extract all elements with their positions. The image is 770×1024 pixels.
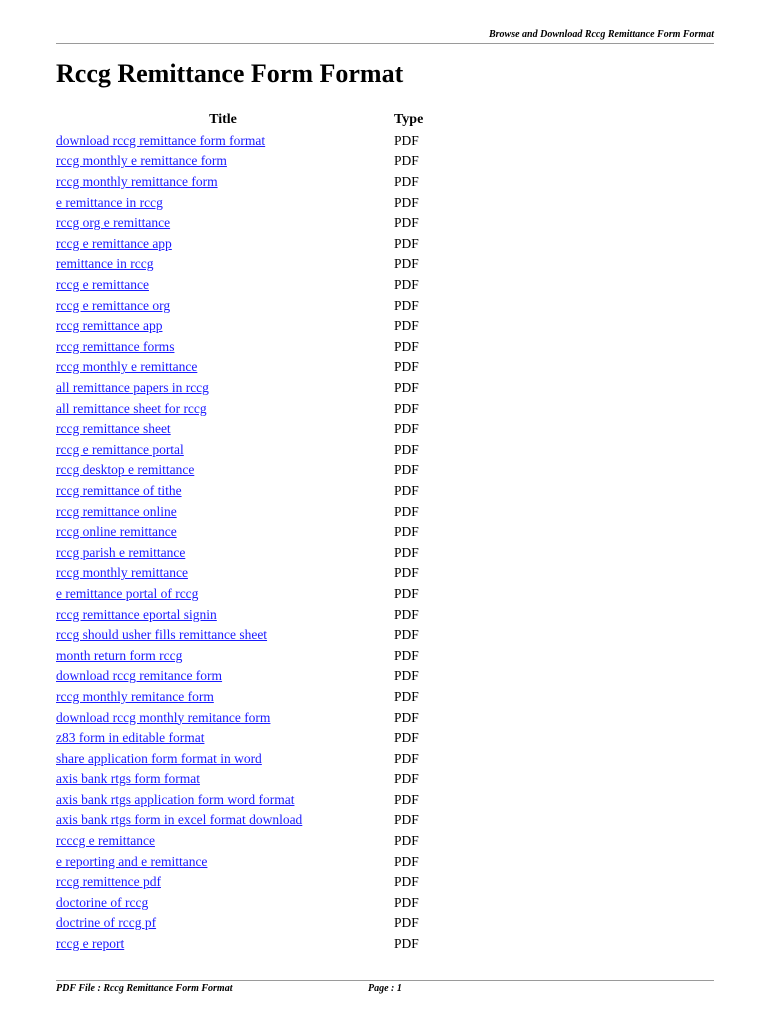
- table-row: [56, 872, 454, 893]
- title-cell: [56, 234, 394, 255]
- type-cell: PDF: [394, 400, 419, 416]
- title-cell: [56, 831, 394, 852]
- type-cell: PDF: [394, 936, 419, 952]
- result-link[interactable]: rccg remittence pdf: [56, 874, 161, 890]
- result-link[interactable]: rccg org e remittance: [56, 215, 171, 231]
- result-link[interactable]: rccg monthly remitance form: [56, 688, 214, 704]
- result-link[interactable]: doctrine of rccg pf: [56, 915, 157, 931]
- title-cell: [56, 666, 394, 687]
- result-link[interactable]: e remittance in rccg: [56, 194, 163, 210]
- title-cell: [56, 316, 394, 337]
- title-cell: [56, 584, 394, 605]
- title-cell: [56, 542, 394, 563]
- type-cell: PDF: [394, 585, 419, 601]
- type-cell: PDF: [394, 915, 419, 931]
- title-cell: [56, 460, 394, 481]
- table-row: [56, 501, 454, 522]
- type-cell: PDF: [394, 853, 419, 869]
- type-cell: PDF: [394, 606, 419, 622]
- column-header-title: Title: [209, 112, 237, 128]
- type-cell: PDF: [394, 627, 419, 643]
- type-cell: PDF: [394, 318, 419, 334]
- table-row: [56, 337, 454, 358]
- results-table: [56, 110, 454, 954]
- type-cell: PDF: [394, 277, 419, 293]
- title-cell: [56, 501, 394, 522]
- table-row: [56, 440, 454, 461]
- title-cell: [56, 604, 394, 625]
- result-link[interactable]: rccg monthly e remittance: [56, 359, 198, 375]
- title-cell: [56, 131, 394, 152]
- type-cell: PDF: [394, 482, 419, 498]
- table-row: [56, 790, 454, 811]
- type-cell: PDF: [394, 812, 419, 828]
- result-link[interactable]: download rccg monthly remitance form: [56, 709, 271, 725]
- table-row: [56, 192, 454, 213]
- result-link[interactable]: all remittance sheet for rccg: [56, 400, 207, 416]
- result-link[interactable]: all remittance papers in rccg: [56, 380, 209, 396]
- type-cell: PDF: [394, 194, 419, 210]
- title-cell: [56, 790, 394, 811]
- type-cell: PDF: [394, 359, 419, 375]
- table-row: [56, 563, 454, 584]
- title-cell: [56, 337, 394, 358]
- footer-divider: [56, 980, 714, 981]
- title-cell: [56, 645, 394, 666]
- header-divider: [56, 43, 714, 44]
- title-cell: [56, 481, 394, 502]
- table-row: [56, 831, 454, 852]
- result-link[interactable]: month return form rccg: [56, 647, 183, 663]
- type-cell: PDF: [394, 709, 419, 725]
- document-title: Rccg Remittance Form Format: [56, 59, 404, 88]
- title-cell: [56, 151, 394, 172]
- table-row: [56, 769, 454, 790]
- title-cell: [56, 810, 394, 831]
- result-link[interactable]: rccg online remittance: [56, 524, 177, 540]
- result-link[interactable]: rccg e remittance: [56, 277, 149, 293]
- type-cell: PDF: [394, 544, 419, 560]
- table-row: [56, 542, 454, 563]
- result-link[interactable]: e remittance portal of rccg: [56, 585, 199, 601]
- result-link[interactable]: doctorine of rccg: [56, 894, 149, 910]
- title-cell: [56, 872, 394, 893]
- table-row: [56, 934, 454, 955]
- type-cell: PDF: [394, 750, 419, 766]
- title-cell: [56, 934, 394, 955]
- result-link[interactable]: rccg remittance forms: [56, 338, 175, 354]
- type-cell: PDF: [394, 688, 419, 704]
- result-link[interactable]: rccg remittance app: [56, 318, 163, 334]
- type-cell: PDF: [394, 297, 419, 313]
- table-row: [56, 913, 454, 934]
- table-row: [56, 151, 454, 172]
- type-cell: PDF: [394, 894, 419, 910]
- title-cell: [56, 275, 394, 296]
- table-row: [56, 645, 454, 666]
- title-cell: [56, 192, 394, 213]
- type-cell: PDF: [394, 462, 419, 478]
- result-link[interactable]: share application form format in word: [56, 750, 262, 766]
- table-row: [56, 398, 454, 419]
- table-row: [56, 275, 454, 296]
- title-cell: [56, 378, 394, 399]
- result-link[interactable]: rccg remittance of tithe: [56, 482, 182, 498]
- result-link[interactable]: z83 form in editable format: [56, 730, 205, 746]
- result-link[interactable]: download rccg remittance form format: [56, 132, 266, 148]
- result-link[interactable]: rccg remittance sheet: [56, 421, 171, 437]
- table-row: [56, 748, 454, 769]
- page-header: Browse and Download Rccg Remittance Form Format: [488, 29, 714, 40]
- footer-file-label: PDF File : Rccg Remittance Form Format: [56, 983, 233, 994]
- result-link[interactable]: rccg e report: [56, 936, 125, 952]
- result-link[interactable]: download rccg remitance form: [56, 668, 223, 684]
- title-cell: [56, 728, 394, 749]
- table-row: [56, 522, 454, 543]
- type-cell: PDF: [394, 256, 419, 272]
- result-link[interactable]: rccg e remittance app: [56, 235, 172, 251]
- table-row: [56, 378, 454, 399]
- table-row: [56, 172, 454, 193]
- title-cell: [56, 707, 394, 728]
- type-cell: PDF: [394, 524, 419, 540]
- result-link[interactable]: rccg remittance eportal signin: [56, 606, 217, 622]
- type-cell: PDF: [394, 153, 419, 169]
- type-cell: PDF: [394, 421, 419, 437]
- table-row: [56, 687, 454, 708]
- title-cell: [56, 440, 394, 461]
- table-row: [56, 728, 454, 749]
- type-cell: PDF: [394, 874, 419, 890]
- result-link[interactable]: e reporting and e remittance: [56, 853, 208, 869]
- type-cell: PDF: [394, 441, 419, 457]
- table-row: [56, 254, 454, 275]
- title-cell: [56, 254, 394, 275]
- type-cell: PDF: [394, 132, 419, 148]
- result-link[interactable]: axis bank rtgs form format: [56, 771, 200, 787]
- result-link[interactable]: rcccg e remittance: [56, 833, 155, 849]
- type-cell: PDF: [394, 771, 419, 787]
- type-cell: PDF: [394, 668, 419, 684]
- title-cell: [56, 851, 394, 872]
- table-row: [56, 584, 454, 605]
- table-row: [56, 357, 454, 378]
- title-cell: [56, 172, 394, 193]
- title-cell: [56, 563, 394, 584]
- result-link[interactable]: rccg e remittance portal: [56, 441, 184, 457]
- result-link[interactable]: rccg desktop e remittance: [56, 462, 195, 478]
- table-body: [56, 131, 454, 955]
- result-link[interactable]: rccg monthly e remittance form: [56, 153, 227, 169]
- result-link[interactable]: rccg e remittance org: [56, 297, 171, 313]
- title-cell: [56, 913, 394, 934]
- table-row: [56, 131, 454, 152]
- result-link[interactable]: axis bank rtgs form in excel format download: [56, 812, 303, 828]
- result-link[interactable]: rccg monthly remittance form: [56, 174, 218, 190]
- type-cell: PDF: [394, 833, 419, 849]
- title-cell: [56, 522, 394, 543]
- result-link[interactable]: axis bank rtgs application form word format: [56, 791, 295, 807]
- title-cell: [56, 398, 394, 419]
- type-cell: PDF: [394, 791, 419, 807]
- type-cell: PDF: [394, 338, 419, 354]
- type-cell: PDF: [394, 215, 419, 231]
- title-cell: [56, 213, 394, 234]
- type-cell: PDF: [394, 235, 419, 251]
- type-cell: PDF: [394, 565, 419, 581]
- result-link[interactable]: rccg remittance online: [56, 503, 177, 519]
- table-row: [56, 316, 454, 337]
- type-cell: PDF: [394, 380, 419, 396]
- result-link[interactable]: rccg monthly remittance: [56, 565, 188, 581]
- table-row: [56, 810, 454, 831]
- type-cell: PDF: [394, 647, 419, 663]
- result-link[interactable]: rccg parish e remittance: [56, 544, 186, 560]
- table-row: [56, 893, 454, 914]
- table-row: [56, 604, 454, 625]
- title-cell: [56, 769, 394, 790]
- title-cell: [56, 625, 394, 646]
- title-cell: [56, 748, 394, 769]
- table-row: [56, 213, 454, 234]
- title-cell: [56, 357, 394, 378]
- table-row: [56, 460, 454, 481]
- type-cell: PDF: [394, 503, 419, 519]
- table-row: [56, 625, 454, 646]
- table-row: [56, 481, 454, 502]
- table-row: [56, 419, 454, 440]
- title-cell: [56, 687, 394, 708]
- table-row: [56, 707, 454, 728]
- table-header-row: [56, 110, 454, 131]
- type-cell: PDF: [394, 174, 419, 190]
- table-row: [56, 234, 454, 255]
- type-cell: PDF: [394, 730, 419, 746]
- title-cell: [56, 295, 394, 316]
- footer-page-number: Page : 1: [368, 983, 402, 994]
- table-row: [56, 851, 454, 872]
- table-row: [56, 666, 454, 687]
- result-link[interactable]: rccg should usher fills remittance sheet: [56, 627, 268, 643]
- table-row: [56, 295, 454, 316]
- title-cell: [56, 419, 394, 440]
- column-header-type: Type: [394, 112, 424, 128]
- title-cell: [56, 893, 394, 914]
- result-link[interactable]: remittance in rccg: [56, 256, 154, 272]
